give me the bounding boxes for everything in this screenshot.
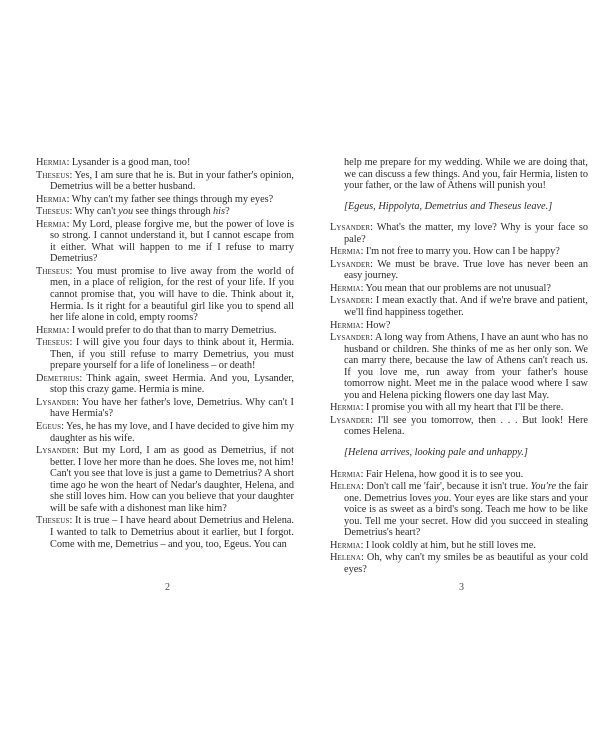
speech-line: Demetrius: Think again, sweet Hermia. And you, Lysander, stop this crazy game. Hermia is mine. bbox=[36, 372, 294, 396]
speech-line: Hermia: Lysander is a good man, too! bbox=[36, 157, 191, 168]
speech-text: Fair Helena, how good it is to see you. bbox=[365, 468, 524, 480]
speaker-name: Lysander bbox=[330, 222, 371, 234]
speaker-name: Helena bbox=[330, 481, 361, 493]
speaker-name: Lysander bbox=[36, 396, 77, 408]
speaker-name: Helena bbox=[330, 552, 361, 564]
speech-line: Hermia: I promise you with all my heart that I'll be there. bbox=[330, 402, 564, 414]
page-number-left: 2 bbox=[165, 582, 170, 593]
right-page bbox=[330, 157, 588, 577]
speech-text: Don't call me 'fair', because it isn't true. bbox=[366, 481, 531, 493]
speaker-name: Hermia bbox=[36, 157, 67, 168]
speaker-name: Hermia bbox=[330, 468, 361, 480]
stage-direction: [Egeus, Hippolyta, Demetrius and Theseus leave.] bbox=[344, 200, 553, 212]
page-number-right: 3 bbox=[459, 582, 464, 593]
speech-text: Oh, why can't my smiles be as beautiful as your cold eyes? bbox=[344, 552, 588, 575]
speech-text: Think again, sweet Hermia. And you, Lysander, stop this crazy game. Hermia is mine. bbox=[50, 372, 294, 396]
speaker-name: Lysander bbox=[330, 295, 371, 307]
speech-line: Theseus: I will give you four days to think about it, Hermia. Then, if you still refuse to marry Demetrius, you must prepare yourself for a life of loneliness – or death! bbox=[36, 337, 294, 372]
speech-line: Hermia: I would prefer to do that than to marry Demetrius. bbox=[36, 324, 277, 336]
speech-line: Egeus: Yes, he has my love, and I have decided to give him my daughter as his wife. bbox=[36, 421, 294, 444]
speaker-name: Theseus bbox=[36, 169, 70, 181]
speech-line: Hermia: Why can't my father see things through my eyes? bbox=[36, 193, 274, 205]
speaker-name: Theseus bbox=[36, 337, 70, 349]
speech-text: It is true – I have heard about Demetrius and Helena. I wanted to talk to Demetrius about it earlier, but I forgot. Come with me, Demetrius – and you, too, Egeus. You can bbox=[50, 515, 294, 550]
speech-text: But my Lord, I am as good as Demetrius, if not better. I love her more than he does. She loves me, not him! Can't you see that love is just a game to Demetrius? A short time ago he won the heart of Nedar's daughter, Helena, and she still loves him. How can you believe that your daughter will be safe with a dishonest man like him? bbox=[50, 445, 294, 514]
speech-text: I mean exactly that. And if we're brave and patient, we'll find happiness together. bbox=[344, 295, 588, 319]
speech-text: You must promise to live away from the world of men, in a place of religion, for the rest of your life. If you cannot promise that, you will have to die. Think about it, Hermia. Is it right for a beautiful girl like you to spend all her life alone in cold, empty rooms? bbox=[50, 265, 295, 324]
speaker-name: Lysander bbox=[330, 414, 371, 426]
speech-line: Lysander: I mean exactly that. And if we're brave and patient, we'll find happiness together. bbox=[330, 295, 588, 319]
speech-text: You mean that our problems are not unusual? bbox=[365, 282, 551, 294]
speaker-name: Theseus bbox=[36, 515, 70, 527]
speech-line: Hermia: Fair Helena, how good it is to see you. bbox=[330, 468, 524, 480]
speech-text: Why can't my father see things through my eyes? bbox=[71, 193, 274, 205]
speech-text: Lysander is a good man, too! bbox=[71, 157, 191, 168]
speaker-name: Lysander bbox=[36, 445, 77, 457]
speech-text: I promise you with all my heart that I'll be there. bbox=[365, 402, 564, 414]
speech-text: the fair one. Demetrius loves bbox=[344, 481, 588, 504]
speaker-name: Egeus bbox=[36, 421, 62, 433]
continuation-text: help me prepare for my wedding. While we are doing that, we can discuss a few things. And you, fair Hermia, listen to your father, or the law of Athens will punish you! bbox=[344, 157, 588, 192]
speech-text: . Your eyes are like stars and your voice is as sweet as a bird's song. Teach me how to be like you. Tell me your secret. How did you succeed in stealing Demetrius's heart? bbox=[344, 492, 588, 539]
speaker-name: Theseus bbox=[36, 206, 70, 218]
speaker-name: Hermia bbox=[36, 218, 67, 230]
speech-text: We must be brave. True love has never been an easy journey. bbox=[344, 258, 588, 282]
speech-text: Yes, I am sure that he is. But in your father's opinion, Demetrius will be a better husband. bbox=[50, 169, 295, 193]
speech-line: Hermia: My Lord, please forgive me, but the power of love is so strong. I cannot understand it, but I cannot escape from it either. What will happen to me if I refuse to marry Demetrius? bbox=[36, 218, 294, 265]
speaker-name: Hermia bbox=[330, 539, 361, 551]
speech-text: A long way from Athens, I have an aunt who has no husband or children. She thinks of me as her only son. We can marry there, because the law of Athens can't reach us. If you love me, run away from your father's house tomorrow night. Meet me in the palace wood where I saw you and Helena picking flowers one day last May. bbox=[344, 332, 588, 401]
speech-line: Hermia: I'm not free to marry you. How can I be happy? bbox=[330, 246, 560, 258]
speech-line: Hermia: You mean that our problems are not unusual? bbox=[330, 282, 551, 294]
speech-text: You have her father's love, Demetrius. Why can't I have Hermia's? bbox=[50, 396, 294, 420]
speaker-name: Hermia bbox=[330, 319, 361, 331]
left-page bbox=[36, 157, 294, 551]
speech-text: I will give you four days to think about it, Hermia. Then, if you still refuse to marry Demetrius, you must prepare yourself for a life of loneliness – or death! bbox=[50, 337, 294, 372]
speaker-name: Demetrius bbox=[36, 372, 80, 384]
speech-text: I look coldly at him, but he still loves me. bbox=[365, 539, 536, 551]
speech-text: I would prefer to do that than to marry Demetrius. bbox=[71, 324, 277, 336]
speaker-name: Hermia bbox=[36, 324, 67, 336]
speech-text: What's the matter, my love? Why is your face so pale? bbox=[344, 222, 588, 245]
speech-text: ? bbox=[225, 206, 230, 218]
speaker-name: Theseus bbox=[36, 265, 70, 277]
speaker-name: Hermia bbox=[36, 193, 67, 205]
emphasis-text: his bbox=[213, 206, 226, 218]
speaker-name: Lysander bbox=[330, 332, 371, 344]
speech-text: I'm not free to marry you. How can I be happy? bbox=[365, 246, 560, 258]
speech-text: Yes, he has my love, and I have decided to give him my daughter as his wife. bbox=[50, 421, 294, 444]
emphasis-text: You're bbox=[530, 481, 557, 493]
speech-line: Lysander: You have her father's love, Demetrius. Why can't I have Hermia's? bbox=[36, 396, 294, 420]
stage-direction: [Helena arrives, looking pale and unhappy.] bbox=[344, 447, 528, 459]
speech-text: I'll see you tomorrow, then . . . But look! Here comes Helena. bbox=[344, 414, 588, 438]
speaker-name: Hermia bbox=[330, 246, 361, 258]
speech-text: Why can't bbox=[74, 206, 119, 218]
speaker-name: Lysander bbox=[330, 258, 371, 270]
speech-line: Theseus: Yes, I am sure that he is. But in your father's opinion, Demetrius will be a better husband. bbox=[36, 169, 295, 193]
speech-line: Theseus: You must promise to live away from the world of men, in a place of religion, for the rest of your life. If you cannot promise that, you will have to die. Think about it, Hermia. Is it right for a beautiful girl like you to spend all her life alone in cold, empty rooms? bbox=[36, 265, 295, 324]
emphasis-text: you bbox=[118, 206, 134, 218]
speech-line: Lysander: What's the matter, my love? Why is your face so pale? bbox=[330, 222, 588, 245]
speech-line: Hermia: How? bbox=[330, 319, 391, 331]
speech-text: My Lord, please forgive me, but the power of love is so strong. I cannot understand it, but I cannot escape from it either. What will happen to me if I refuse to marry Demetrius? bbox=[50, 218, 294, 265]
speech-line: Lysander: We must be brave. True love has never been an easy journey. bbox=[330, 258, 588, 282]
speech-line: Theseus: Why can't you see things through his? bbox=[36, 206, 230, 218]
speaker-name: Hermia bbox=[330, 402, 361, 414]
speaker-name: Hermia bbox=[330, 282, 361, 294]
speech-text: How? bbox=[365, 319, 391, 331]
speech-line: Lysander: I'll see you tomorrow, then . . . But look! Here comes Helena. bbox=[330, 414, 588, 438]
emphasis-text: you bbox=[433, 492, 449, 504]
speech-line: Lysander: But my Lord, I am as good as Demetrius, if not better. I love her more than he does. She loves me, not him! Can't you see that love is just a game to Demetrius? A short time ago he won the heart of Nedar's daughter, Helena, and she still loves him. How can you believe that your daughter will be safe with a dishonest man like him? bbox=[36, 445, 294, 514]
speech-line: Lysander: A long way from Athens, I have an aunt who has no husband or children. She thinks of me as her only son. We can marry there, because the law of Athens can't reach us. If you love me, run away from your father's house tomorrow night. Meet me in the palace wood where I saw you and Helena picking flowers one day last May. bbox=[330, 332, 588, 401]
speech-line: Hermia: I look coldly at him, but he still loves me. bbox=[330, 539, 536, 551]
speech-line: Theseus: It is true – I have heard about Demetrius and Helena. I wanted to talk to Demetrius about it earlier, but I forgot. Come with me, Demetrius – and you, too, Egeus. You can bbox=[36, 515, 294, 550]
speech-line: Helena: Don't call me 'fair', because it isn't true. You're the fair one. Demetrius loves you. Your eyes are like stars and your voice is as sweet as a bird's song. Teach me how to be like you. Tell me your secret. How did you succeed in stealing Demetrius's heart? bbox=[330, 481, 588, 539]
speech-line: Helena: Oh, why can't my smiles be as beautiful as your cold eyes? bbox=[330, 552, 588, 575]
speech-text: see things through bbox=[133, 206, 214, 218]
